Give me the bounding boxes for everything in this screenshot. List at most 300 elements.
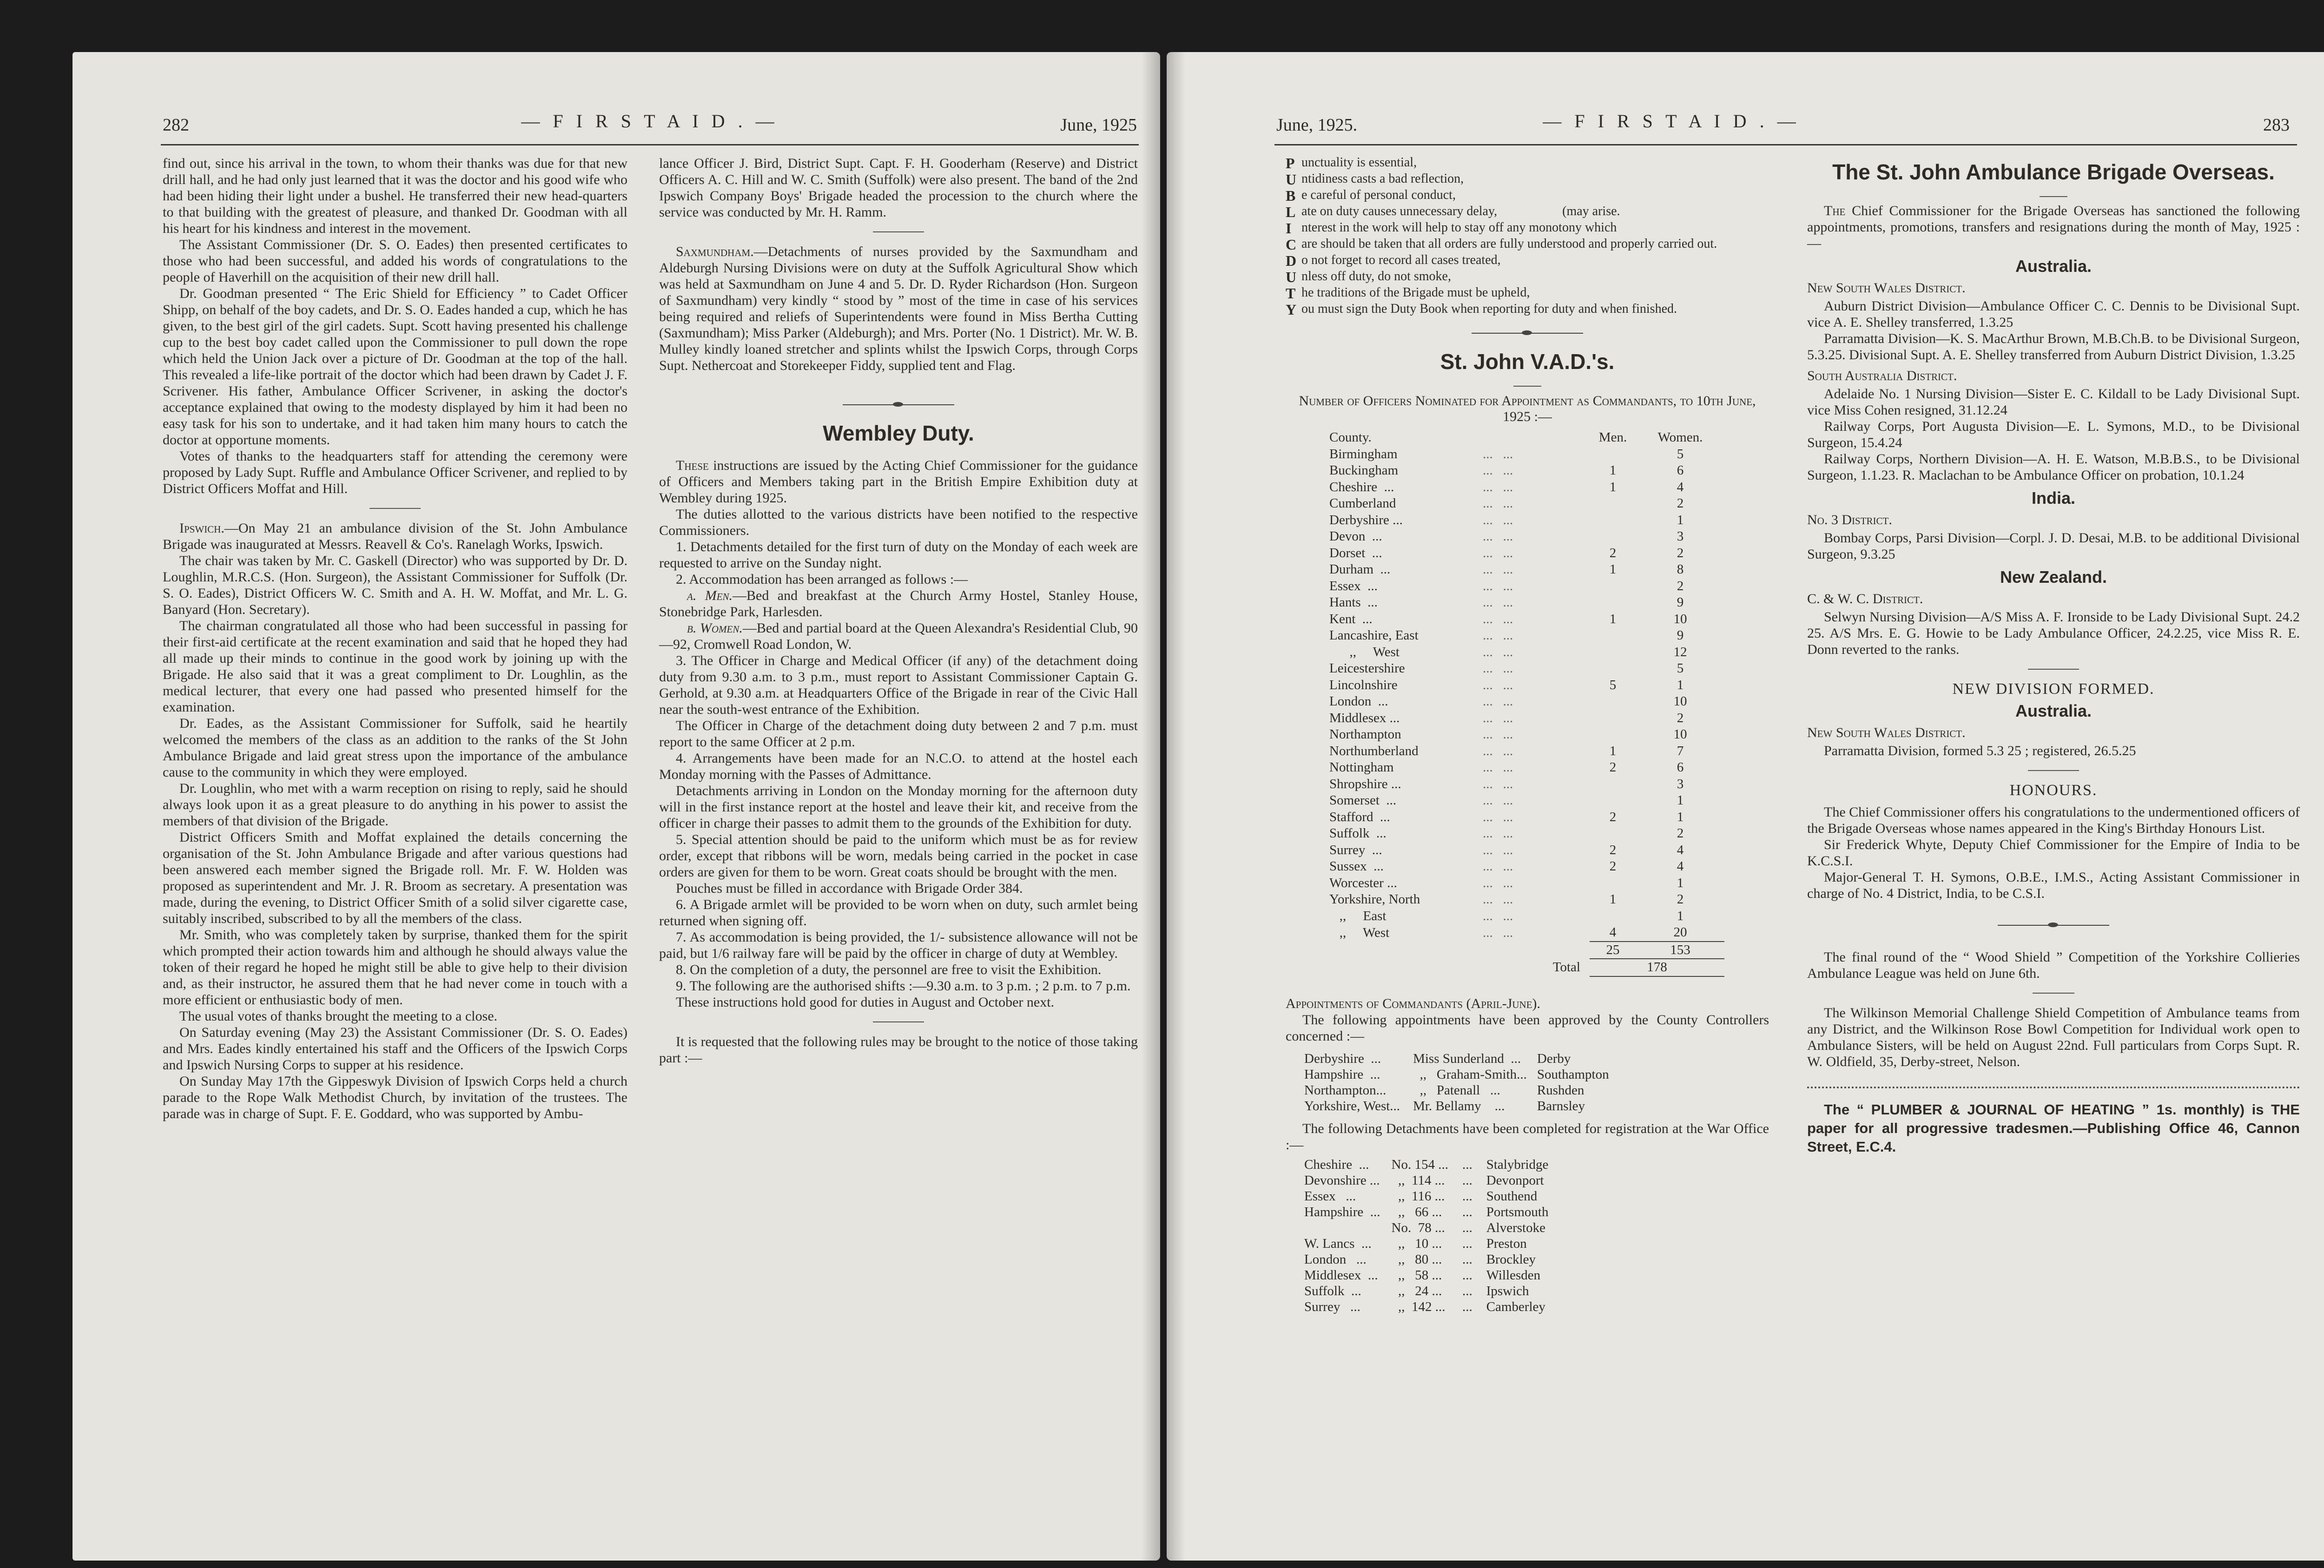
paragraph: Auburn District Division—Ambulance Officer C. C. Dennis to be Divisional Supt. vice A. E. Shelley transferred, 1.3.25 — [1807, 298, 2300, 330]
table-cell — [1590, 875, 1636, 892]
table-cell: Hampshire ... — [1304, 1204, 1380, 1219]
total-label: Total — [1552, 960, 1580, 975]
right-column-2 — [1807, 155, 2300, 1156]
table-cell: ... ... — [1483, 694, 1513, 709]
paragraph: Adelaide No. 1 Nursing Division—Sister E. C. Kildall to be Lady Divisional Supt. vice Miss Cohen resigned, 31.12.24 — [1807, 386, 2300, 418]
table-cell: Alverstoke — [1486, 1220, 1545, 1235]
punctuality-acrostic — [1286, 155, 1769, 318]
paragraph-text: instructions are issued by the Acting Chief Commissioner for the guidance of Officers and Members taking part in the British Empire Exhibition duty at Wembley during 1925. — [659, 458, 1138, 506]
table-cell: 3 — [1677, 529, 1684, 544]
table-cell: Preston — [1486, 1236, 1527, 1251]
acrostic-letter: I — [1286, 220, 1292, 237]
vad-row — [1329, 809, 1724, 826]
table-cell: Ipswich — [1486, 1283, 1529, 1298]
vad-row — [1329, 726, 1724, 743]
table-cell: ... ... — [1483, 727, 1513, 742]
paragraph: District Officers Smith and Moffat explained the details concerning the organisation of the St. John Ambulance Brigade and after various questions had been answered each member signed the Brigade roll. Mr. F. W. Holden was proposed as superintendent and Mr. J. R. Broom as secretary. A presentation was made, during the evening, to District Officer Smith of a solid silver cigarette case, suitably inscribed, subscribed to by all the members of the class. — [163, 830, 627, 926]
table-cell: ,, West — [1329, 644, 1400, 659]
acrostic-line — [1286, 155, 1769, 171]
table-cell: ... ... — [1483, 644, 1513, 659]
table-cell: ,, West — [1329, 925, 1390, 940]
table-cell: ,, 24 ... — [1391, 1283, 1442, 1298]
vad-row — [1329, 578, 1724, 595]
table-cell: 4 — [1677, 859, 1684, 874]
table-cell: 1 — [1677, 908, 1684, 923]
table-cell: Northampton... — [1304, 1082, 1386, 1098]
table-cell: Northumberland — [1329, 743, 1419, 758]
table-cell: ... — [1462, 1299, 1472, 1314]
acrostic-text: o not forget to record all cases treated, — [1301, 253, 1501, 267]
table-cell: Cheshire ... — [1304, 1157, 1369, 1172]
acrostic-text: nterest in the work will help to stay off any monotony which — [1301, 220, 1617, 235]
table-cell: 2 — [1609, 859, 1617, 874]
paragraph: The Officer in Charge of the detachment doing duty between 2 and 7 p.m. must report to the same Officer at 2 p.m. — [659, 718, 1138, 750]
table-cell: ... ... — [1483, 677, 1513, 692]
table-cell: Dorset ... — [1329, 545, 1382, 560]
district-label: C. & W. C. District. — [1807, 591, 1923, 606]
table-cell: ... ... — [1483, 743, 1513, 758]
table-cell: Hants ... — [1329, 595, 1378, 610]
table-cell: ... ... — [1483, 611, 1513, 626]
table-cell — [1304, 1220, 1392, 1236]
appointment-row — [1304, 1082, 1619, 1098]
table-cell: ,, 114 ... — [1391, 1173, 1445, 1188]
detachments-intro: The following Detachments have been completed for registration at the War Office :— — [1286, 1120, 1769, 1153]
paragraph-text: —Bed and partial board at the Queen Alexandra's Residential Club, 90—92, Cromwell Road London, W. — [659, 620, 1138, 652]
paragraph-text: Chief Commissioner for the Brigade Overseas has sanctioned the following appointments, promotions, transfers and resignations during the month of May, 1925 :— — [1807, 203, 2300, 251]
separator — [2028, 770, 2079, 771]
vad-row — [1329, 825, 1724, 842]
vad-row — [1329, 545, 1724, 562]
ornament-divider — [843, 402, 954, 408]
vad-table-body — [1329, 446, 1724, 942]
acrostic-letter: C — [1286, 236, 1297, 253]
table-cell — [1590, 825, 1636, 842]
table-cell: ... — [1462, 1236, 1472, 1251]
acrostic-text: he traditions of the Brigade must be upheld, — [1301, 285, 1530, 300]
appointments-table — [1304, 1051, 1619, 1114]
paragraph: 6. A Brigade armlet will be provided to be worn when on duty, such armlet being returned when signing off. — [659, 897, 1138, 929]
vad-row — [1329, 561, 1724, 578]
women-total: 153 — [1636, 942, 1724, 959]
paragraph: Votes of thanks to the headquarters staff for attending the ceremony were proposed by Lady Supt. Ruffle and Ambulance Officer Scrivener, and replied to by District Officers Moffat and Hill. — [163, 448, 627, 496]
table-cell: 2 — [1677, 710, 1684, 725]
paragraph: The chair was taken by Mr. C. Gaskell (Director) who was supported by Dr. D. Loughlin, M.R.C.S. (Hon. Surgeon), the Assistant Commissioner for Suffolk (Dr. S. O. Eades), District Officers W. C. Smith and A. H. W. Moffat, and Mr. L. G. Banyard (Hon. Secretary). — [163, 553, 627, 617]
lead-word: The — [1824, 203, 1846, 218]
vad-heading: St. John V.A.D.'s. — [1440, 349, 1615, 374]
separator — [2040, 196, 2067, 197]
table-cell: 6 — [1677, 760, 1684, 775]
acrostic-text: ate on duty causes unnecessary delay, (may arise. — [1301, 204, 1620, 218]
table-cell: Devonport — [1486, 1173, 1544, 1188]
table-cell: Portsmouth — [1486, 1204, 1549, 1219]
table-cell: No. 78 ... — [1391, 1220, 1445, 1235]
table-cell: Yorkshire, North — [1329, 892, 1420, 907]
table-cell: Stalybridge — [1486, 1157, 1549, 1172]
vad-row — [1329, 644, 1724, 661]
acrostic-line — [1286, 220, 1769, 237]
advertisement — [1807, 1087, 2300, 1156]
table-cell: Southend — [1486, 1188, 1538, 1204]
acrostic-line — [1286, 302, 1769, 318]
table-cell — [1590, 495, 1636, 512]
table-cell: ... ... — [1483, 628, 1513, 643]
table-cell: W. Lancs ... — [1304, 1236, 1372, 1251]
paragraph: 2. Accommodation has been arranged as follows :— — [676, 572, 968, 587]
paragraph: Dr. Goodman presented “ The Eric Shield for Efficiency ” to Cadet Officer Shipp, on behalf of the boy cadets, and Dr. S. O. Eades handed a cup, which he has given, to the best girl of the girl cadets. Supt. Scott having presented his challenge cup to the best boy cadet called upon the Commissioner to pull down the rope which held the Union Jack over a picture of Dr. Goodman at the top of the hall. This revealed a life-like portrait of the doctor which had been drawn by Cadet J. F. Scrivener. His father, Ambulance Officer Scrivener, in asking the doctor's acceptance explained that owing to the modesty displayed by him it had been no easy task for his son to undertake, and it had taken him many hours to catch the doctor at opportune moments. — [163, 286, 627, 448]
vad-row — [1329, 446, 1724, 463]
vad-header-row — [1329, 429, 1724, 446]
table-cell: ... — [1462, 1220, 1472, 1235]
table-cell: Essex ... — [1329, 578, 1378, 593]
right-page — [1167, 52, 2324, 1561]
acrostic-text: nless off duty, do not smoke, — [1301, 269, 1451, 283]
separator — [370, 508, 421, 509]
table-cell: Stafford ... — [1329, 809, 1390, 824]
paragraph: The chairman congratulated all those who had been successful in passing for their first-aid certificate at the recent examination and said that he hoped they had all made up their minds to continue in the good work by joining up with the Brigade. He also said that it was a great compliment to Dr. Loughlin, as the medical lecturer, that every one had passed who presented himself for the examination. — [163, 618, 627, 715]
table-cell: Birmingham — [1329, 446, 1398, 461]
table-cell: ... — [1462, 1173, 1472, 1188]
header-rule — [161, 144, 1139, 145]
australia-heading: Australia. — [2015, 257, 2092, 276]
table-cell: ... ... — [1483, 661, 1513, 676]
table-cell: Cheshire ... — [1329, 479, 1394, 494]
detachment-row — [1304, 1188, 1562, 1204]
acrostic-text: unctuality is essential, — [1301, 155, 1417, 170]
paragraph: Pouches must be filled in accordance with Brigade Order 384. — [676, 881, 1023, 896]
lead-word: a. Men. — [687, 588, 733, 603]
separator — [2033, 993, 2074, 994]
paragraph: Dr. Loughlin, who met with a warm reception on rising to reply, said he should always look upon it as a great pleasure to do anything in his power to assist the members of that division of the Brigade. — [163, 781, 627, 829]
vad-row — [1329, 792, 1724, 809]
vad-caption: Number of Officers Nominated for Appointment as Commandants, to 10th June, 1925 :— — [1299, 393, 1756, 424]
table-cell: ... — [1462, 1283, 1472, 1298]
vad-total-row — [1329, 959, 1724, 976]
detachment-row — [1304, 1236, 1562, 1252]
vad-table — [1329, 429, 1724, 977]
column-header: Women. — [1657, 430, 1703, 445]
district-label: No. 3 District. — [1807, 512, 1892, 527]
grand-total: 178 — [1590, 959, 1724, 976]
table-cell: ... ... — [1483, 710, 1513, 725]
overseas-heading: The St. John Ambulance Brigade Overseas. — [1832, 160, 2275, 184]
table-cell: Derbyshire ... — [1304, 1051, 1381, 1066]
table-cell: Brockley — [1486, 1252, 1536, 1267]
column-header: County. — [1329, 430, 1372, 445]
paragraph-text: —Detachments of nurses provided by the Saxmundham and Aldeburgh Nursing Divisions were on duty at the Suffolk Agricultural Show which was held at Saxmundham on June 4 and 5. Dr. D. Ryder Richardson (Hon. Surgeon of Saxmundham) very kindly “ stood by ” most of the time in case of his services being required and reliefs of Superintendents were found in Miss Bertha Cutting (Saxmundham); Miss Parker (Aldeburgh); and Mrs. Porter (No. 1 District). Mr. W. B. Mulley kindly loaned stretcher and splints whilst the Ipswich Corps, through Corps Supt. Nethercoat and Storekeeper Fiddy, supplied tent and Flag. — [659, 244, 1138, 373]
running-header — [1276, 111, 2290, 143]
appointment-row — [1304, 1051, 1619, 1067]
table-cell: 10 — [1673, 611, 1687, 626]
table-cell: Camberley — [1486, 1299, 1545, 1314]
table-cell: Mr. Bellamy ... — [1413, 1098, 1505, 1113]
paragraph: The duties allotted to the various districts have been notified to the respective Commissioners. — [659, 507, 1138, 538]
table-cell: 5 — [1677, 661, 1684, 676]
paragraph: Major-General T. H. Symons, O.B.E., I.M.S., Acting Assistant Commissioner in charge of No. 4 District, India, to be C.S.I. — [1807, 870, 2300, 901]
table-cell — [1590, 792, 1636, 809]
paragraph: On Saturday evening (May 23) the Assistant Commissioner (Dr. S. O. Eades) and Mrs. Eades kindly entertained his staff and the Officers of the Ipswich Corps and Ipswich Nursing Corps to supper at his residence. — [163, 1025, 627, 1073]
table-cell: 3 — [1677, 776, 1684, 791]
running-title: — F I R S T A I D . — — [521, 111, 779, 132]
table-cell — [1590, 512, 1636, 529]
table-cell: ,, 142 ... — [1391, 1299, 1446, 1314]
table-cell: Surrey ... — [1329, 842, 1382, 857]
table-cell: ... — [1462, 1267, 1472, 1283]
paragraph: The usual votes of thanks brought the meeting to a close. — [179, 1008, 498, 1024]
table-cell: Shropshire ... — [1329, 776, 1401, 791]
paragraph: 9. The following are the authorised shifts :—9.30 a.m. to 3 p.m. ; 2 p.m. to 7 p.m. — [676, 978, 1131, 994]
australia-heading: Australia. — [2015, 701, 2092, 720]
acrostic-line — [1286, 253, 1769, 269]
table-cell: 2 — [1609, 809, 1617, 824]
paragraph-text: —On May 21 an ambulance division of the St. John Ambulance Brigade was inaugurated at Messrs. Reavell & Co's. Ranelagh Works, Ipswich. — [163, 520, 627, 552]
table-cell: 4 — [1677, 479, 1684, 494]
table-cell: Kent ... — [1329, 611, 1373, 626]
table-cell: Buckingham — [1329, 463, 1399, 478]
table-cell: ... ... — [1483, 875, 1513, 890]
table-cell: 10 — [1673, 694, 1687, 709]
column-header: Men. — [1598, 430, 1627, 445]
table-cell: Leicestershire — [1329, 661, 1405, 676]
table-cell: 2 — [1609, 842, 1617, 857]
table-cell: ,, Graham-Smith... — [1413, 1067, 1527, 1082]
table-cell: ,, Patenall ... — [1413, 1082, 1500, 1098]
acrostic-letter: T — [1286, 285, 1296, 302]
gutter-shadow — [1167, 52, 1185, 1561]
table-cell: 1 — [1609, 611, 1617, 626]
acrostic-letter: B — [1286, 187, 1296, 204]
district-label: New South Wales District. — [1807, 280, 1966, 296]
table-cell: ... ... — [1483, 595, 1513, 610]
table-cell: ... — [1462, 1157, 1472, 1172]
table-cell — [1590, 644, 1636, 661]
table-cell: 1 — [1609, 479, 1617, 494]
acrostic-line — [1286, 204, 1769, 220]
left-page — [73, 52, 1160, 1561]
honours-heading: HONOURS. — [2009, 782, 2098, 799]
paragraph: 3. The Officer in Charge and Medical Officer (if any) of the detachment doing duty from 9.30 a.m. to 3 p.m., must report to Assistant Commissioner Captain G. Gerhold, at 9.30 a.m. at Headquarters Office of the Brigade in rear of the Civic Hall near the south-west entrance of the Exhibition. — [659, 653, 1138, 717]
table-cell: ... ... — [1483, 578, 1513, 593]
separator — [1513, 386, 1541, 387]
running-header — [163, 111, 1137, 143]
table-cell: 4 — [1677, 842, 1684, 857]
table-cell: 12 — [1673, 644, 1687, 659]
paragraph: find out, since his arrival in the town, to whom their thanks was due for that new drill hall, and he had only just learned that it was the doctor and his good wife who had been hiding their light under a bushel. He transferred their new head-quarters to that building with the greatest of pleasure, and thanked Dr. Goodman with all his heart for his kindness and interest in the movement. — [163, 156, 627, 236]
acrostic-letter: D — [1286, 252, 1297, 269]
detachment-row — [1304, 1299, 1562, 1315]
district-label: New South Wales District. — [1807, 725, 1966, 740]
appointments-caption: Appointments of Commandants (April-June). — [1286, 995, 1541, 1011]
acrostic-letter: U — [1286, 269, 1297, 285]
table-cell: 1 — [1609, 562, 1617, 577]
table-cell — [1590, 726, 1636, 743]
table-cell — [1590, 594, 1636, 611]
paragraph: Railway Corps, Port Augusta Division—E. L. Symons, M.D., to be Divisional Surgeon, 15.4.24 — [1807, 419, 2300, 450]
table-cell — [1590, 660, 1636, 677]
vad-row — [1329, 512, 1724, 529]
acrostic-letter: U — [1286, 171, 1297, 188]
acrostic-line — [1286, 269, 1769, 285]
appointment-row — [1304, 1067, 1619, 1082]
table-cell: Essex ... — [1304, 1188, 1356, 1204]
paragraph: Railway Corps, Northern Division—A. H. E. Watson, M.B.B.S., to be Divisional Surgeon, 1.1.23. R. Maclachan to be Ambulance Officer on probation, 10.1.24 — [1807, 451, 2300, 483]
acrostic-line — [1286, 188, 1769, 204]
vad-row — [1329, 677, 1724, 694]
acrostic-line — [1286, 171, 1769, 188]
vad-row — [1329, 693, 1724, 710]
paragraph: Selwyn Nursing Division—A/S Miss A. F. Ironside to be Lady Divisional Supt. 24.2 25. A/S Mrs. E. G. Howie to be Lady Ambulance Officer, 24.2.25, vice Miss R. E. Donn reverted to the ranks. — [1807, 609, 2300, 657]
vad-row — [1329, 842, 1724, 859]
vad-row — [1329, 660, 1724, 677]
table-cell: Sussex ... — [1329, 859, 1384, 874]
paragraph: 4. Arrangements have been made for an N.C.O. to attend at the hostel each Monday morning with the Passes of Admittance. — [659, 751, 1138, 782]
table-cell: 2 — [1677, 892, 1684, 907]
table-cell: ... ... — [1483, 826, 1513, 841]
table-cell: 1 — [1609, 892, 1617, 907]
appointments-table-body — [1304, 1051, 1619, 1114]
table-cell: ... ... — [1483, 463, 1513, 478]
table-cell: ... ... — [1483, 925, 1513, 940]
table-cell: Northampton — [1329, 727, 1401, 742]
india-heading: India. — [2031, 488, 2075, 507]
vad-row — [1329, 776, 1724, 793]
paragraph: 8. On the completion of a duty, the personnel are free to visit the Exhibition. — [676, 962, 1102, 977]
lead-word: These — [676, 458, 709, 473]
table-cell: ... ... — [1483, 809, 1513, 824]
vad-row — [1329, 891, 1724, 908]
table-cell: 2 — [1677, 826, 1684, 841]
separator — [873, 1021, 924, 1022]
left-column-2 — [659, 155, 1138, 1066]
table-cell: ... ... — [1483, 859, 1513, 874]
table-cell: ,, East — [1329, 908, 1386, 923]
table-cell: ,, 10 ... — [1391, 1236, 1442, 1251]
acrostic-letter: Y — [1286, 301, 1297, 318]
vad-row — [1329, 528, 1724, 545]
running-title: — F I R S T A I D . — — [1543, 111, 1800, 132]
issue-date: June, 1925 — [1060, 115, 1137, 135]
table-cell: Yorkshire, West... — [1304, 1098, 1400, 1113]
table-cell: ... ... — [1483, 529, 1513, 544]
table-cell: ... ... — [1483, 562, 1513, 577]
acrostic-line — [1286, 285, 1769, 302]
table-cell: ,, 58 ... — [1391, 1267, 1442, 1283]
table-cell — [1590, 627, 1636, 644]
table-cell: ... — [1462, 1188, 1472, 1204]
table-cell: Suffolk ... — [1329, 826, 1386, 841]
table-cell: Cumberland — [1329, 496, 1396, 511]
table-cell: ... ... — [1483, 512, 1513, 527]
vad-row — [1329, 462, 1724, 479]
vad-row — [1329, 759, 1724, 776]
appointments-intro: The following appointments have been approved by the County Controllers concerned :— — [1286, 1012, 1769, 1044]
vad-row — [1329, 611, 1724, 628]
table-cell: ,, 116 ... — [1391, 1188, 1445, 1204]
detachments-table-body — [1304, 1157, 1562, 1315]
appointment-row — [1304, 1098, 1619, 1114]
table-cell: Rushden — [1537, 1082, 1585, 1098]
paragraph: 7. As accommodation is being provided, the 1/- subsistence allowance will not be paid, but 1/6 railway fare will be paid by the officer in charge of duty at Wembley. — [659, 929, 1138, 961]
table-cell: Worcester ... — [1329, 875, 1397, 890]
table-cell: 4 — [1609, 925, 1617, 940]
paragraph-text: —Bed and breakfast at the Church Army Hostel, Stanley House, Stonebridge Park, Harlesden. — [659, 588, 1138, 619]
table-cell — [1590, 710, 1636, 727]
table-cell: Middlesex ... — [1304, 1267, 1378, 1283]
detachment-row — [1304, 1283, 1562, 1299]
table-cell: ... — [1462, 1252, 1472, 1267]
table-cell: ... ... — [1483, 776, 1513, 791]
table-cell: 1 — [1677, 677, 1684, 692]
paragraph: The Assistant Commissioner (Dr. S. O. Eades) then presented certificates to those who had been successful, and added his words of congratulations to the people of Haverhill on the acquisition of their new drill hall. — [163, 237, 627, 285]
table-cell: 1 — [1677, 809, 1684, 824]
detachment-row — [1304, 1267, 1562, 1283]
plumber-ad: The “ PLUMBER & JOURNAL OF HEATING ” 1s. monthly) is THE paper for all progressive tradesmen.—Publishing Office 46, Cannon Street, E.C.4. — [1807, 1101, 2300, 1155]
acrostic-line — [1286, 237, 1769, 253]
table-cell: No. 154 ... — [1391, 1157, 1448, 1172]
table-cell — [1590, 908, 1636, 925]
table-cell: ... ... — [1483, 446, 1513, 461]
table-cell: Nottingham — [1329, 760, 1394, 775]
left-column-1 — [163, 155, 627, 1122]
table-cell — [1590, 446, 1636, 463]
table-cell — [1590, 693, 1636, 710]
paragraph: lance Officer J. Bird, District Supt. Capt. F. H. Gooderham (Reserve) and District Officers A. C. Hill and W. C. Smith (Suffolk) were also present. The band of the 2nd Ipswich Company Boys' Brigade headed the procession to the church where the service was conducted by Mr. H. Ramm. — [659, 156, 1138, 220]
table-cell: 7 — [1677, 743, 1684, 758]
table-cell: Somerset ... — [1329, 793, 1397, 808]
table-cell: Lincolnshire — [1329, 677, 1398, 692]
table-cell — [1590, 528, 1636, 545]
paragraph: Bombay Corps, Parsi Division—Corpl. J. D. Desai, M.B. to be additional Divisional Surgeon, 9.3.25 — [1807, 530, 2300, 562]
vad-row — [1329, 924, 1724, 942]
table-cell: 5 — [1677, 446, 1684, 461]
table-cell: 1 — [1677, 875, 1684, 890]
acrostic-text: ou must sign the Duty Book when reporting for duty and when finished. — [1301, 302, 1677, 316]
table-cell: ... ... — [1483, 842, 1513, 857]
detachment-row — [1304, 1252, 1562, 1267]
ornament-divider — [1998, 922, 2109, 929]
table-cell: London ... — [1304, 1252, 1367, 1267]
paragraph: The Wilkinson Memorial Challenge Shield Competition of Ambulance teams from any District, and the Wilkinson Rose Bowl Competition for Individual work open to Ambulance Sisters, will be held on August 22nd. Full particulars from Corps Supt. R. W. Oldfield, 35, Derby-street, Nelson. — [1807, 1005, 2300, 1069]
paragraph: Parramatta Division, formed 5.3 25 ; registered, 26.5.25 — [1824, 743, 2136, 758]
vad-row — [1329, 627, 1724, 644]
paragraph: Mr. Smith, who was completely taken by surprise, thanked them for the spirit which prompted their action towards him and although he should always value the token of their regard he hoped he might still be able to give help to their division and, as their instructor, he assured them that he had never come in touch with a more efficient or enthusiastic body of men. — [163, 927, 627, 1008]
table-cell: ,, 80 ... — [1391, 1252, 1442, 1267]
table-cell: Derby — [1537, 1051, 1571, 1066]
table-cell: Devon ... — [1329, 529, 1382, 544]
vad-row — [1329, 743, 1724, 760]
paragraph: The final round of the “ Wood Shield ” Competition of the Yorkshire Collieries Ambulance League was held on June 6th. — [1807, 949, 2300, 981]
table-cell: ... ... — [1483, 545, 1513, 560]
acrostic-text: ntidiness casts a bad reflection, — [1301, 171, 1464, 186]
table-cell: 1 — [1609, 463, 1617, 478]
wembley-duty-heading: Wembley Duty. — [823, 421, 974, 445]
detachment-row — [1304, 1204, 1562, 1220]
table-cell: Barnsley — [1537, 1098, 1585, 1113]
table-cell: 5 — [1609, 677, 1617, 692]
vad-row — [1329, 495, 1724, 512]
table-cell: Southampton — [1537, 1067, 1609, 1082]
dateline: Ipswich. — [179, 520, 224, 536]
table-cell: ,, 66 ... — [1391, 1204, 1442, 1219]
table-cell: 6 — [1677, 463, 1684, 478]
separator — [2028, 669, 2079, 670]
ipswich-report — [163, 520, 627, 1122]
table-cell: 2 — [1677, 578, 1684, 593]
table-cell: 2 — [1677, 545, 1684, 560]
table-cell: 2 — [1609, 545, 1617, 560]
wembley-instructions — [659, 457, 1138, 1010]
table-cell: Surrey ... — [1304, 1299, 1360, 1314]
